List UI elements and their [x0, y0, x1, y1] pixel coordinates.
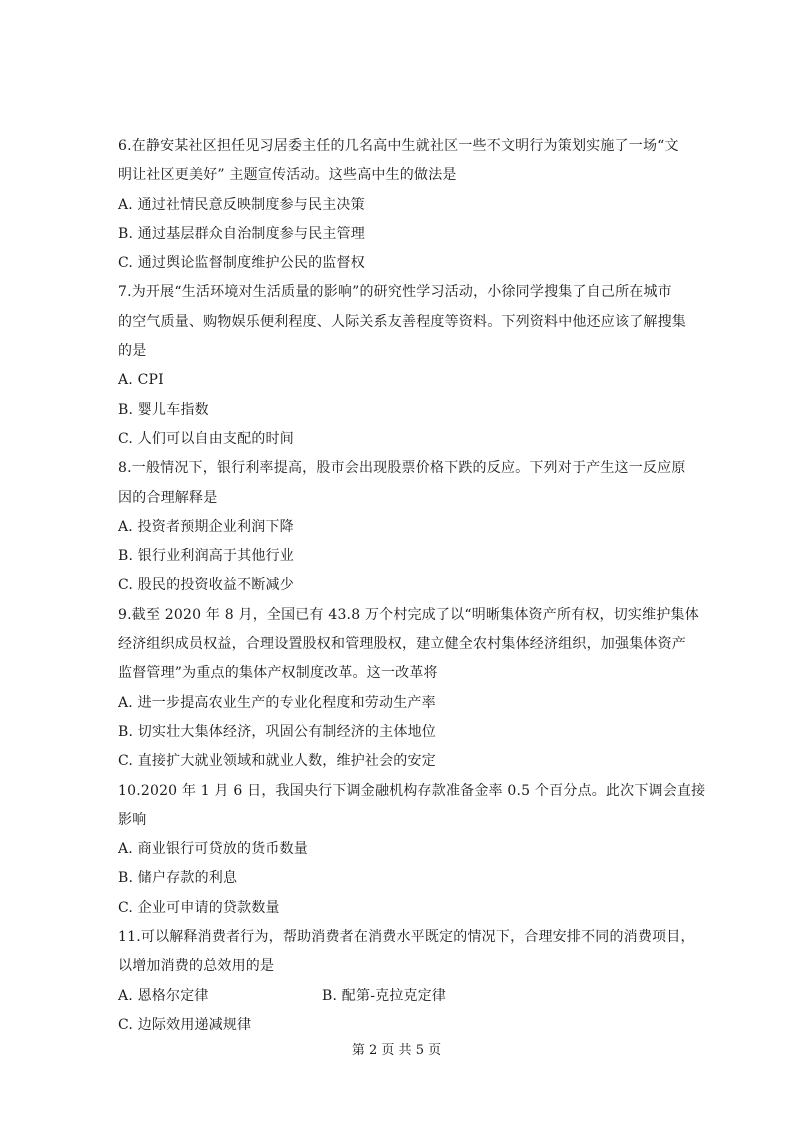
question-10 — [118, 777, 706, 923]
question-stem-line: 影响 — [118, 811, 147, 828]
answer-option: C. 企业可申请的贷款数量 — [118, 899, 280, 916]
answer-option: B. 切实壮大集体经济，巩固公有制经济的主体地位 — [118, 723, 436, 740]
question-stem-line: 7.为开展“生活环境对生活质量的影响”的研究性学习活动，小徐同学搜集了自己所在城市 — [118, 284, 672, 301]
exam-page — [118, 132, 706, 1040]
question-stem-line: 的是 — [118, 343, 147, 360]
question-stem-line: 8.一般情况下，银行利率提高，股市会出现股票价格下跌的反应。下列对于产生这一反应原 — [118, 460, 686, 477]
answer-option: A. 恩格尔定律 — [118, 987, 209, 1004]
answer-option: C. 股民的投资收益不断减少 — [118, 577, 294, 594]
question-stem-line: 6.在静安某社区担任见习居委主任的几名高中生就社区一些不文明行为策划实施了一场“文 — [118, 138, 679, 154]
question-9 — [118, 601, 699, 777]
question-stem-line: 以增加消费的总效用的是 — [118, 958, 275, 975]
answer-option: B. 通过基层群众自治制度参与民主管理 — [118, 225, 365, 242]
question-stem-line: 9.截至 2020 年 8 月，全国已有 43.8 万个村完成了以“明晰集体资产所有权，切实维护集体 — [118, 606, 699, 623]
answer-option: A. 通过社情民意反映制度参与民主决策 — [118, 196, 365, 213]
answer-option: C. 直接扩大就业领域和就业人数，维护社会的安定 — [118, 753, 436, 770]
answer-option-row — [118, 982, 678, 1011]
answer-option: A. 投资者预期企业利润下降 — [118, 518, 294, 535]
answer-option: A. 商业银行可贷放的货币数量 — [118, 841, 309, 858]
question-stem-line: 因的合理解释是 — [118, 489, 218, 506]
question-stem-line: 10.2020 年 1 月 6 日，我国央行下调金融机构存款准备金率 0.5 个百分点。此次下调会直接 — [118, 782, 706, 799]
answer-option: B. 配第-克拉克定律 — [322, 987, 447, 1004]
page-number-footer: 第 2 页 共 5 页 — [351, 1043, 442, 1058]
answer-option: A. CPI — [118, 372, 164, 389]
question-7 — [118, 278, 686, 454]
question-stem-line: 11.可以解释消费者行为，帮助消费者在消费水平既定的情况下，合理安排不同的消费项目， — [118, 929, 695, 946]
answer-option: B. 储户存款的利息 — [118, 870, 238, 887]
answer-option: B. 银行业利润高于其他行业 — [118, 548, 294, 565]
question-11 — [118, 923, 695, 1040]
answer-option: C. 通过舆论监督制度维护公民的监督权 — [118, 255, 365, 272]
question-stem-line: 经济组织成员权益，合理设置股权和管理股权，建立健全农村集体经济组织，加强集体资产 — [118, 636, 686, 653]
question-stem-line: 监督管理”为重点的集体产权制度改革。这一改革将 — [118, 665, 438, 682]
question-8 — [118, 454, 686, 600]
answer-option: B. 婴儿车指数 — [118, 401, 209, 418]
answer-option: A. 进一步提高农业生产的专业化程度和劳动生产率 — [118, 694, 436, 711]
question-stem-line: 明让社区更美好” 主题宣传活动。这些高中生的做法是 — [118, 167, 457, 184]
answer-option: C. 人们可以自由支配的时间 — [118, 430, 294, 447]
question-stem-line: 的空气质量、购物娱乐便利程度、人际关系友善程度等资料。下列资料中他还应该了解搜集 — [118, 313, 686, 330]
answer-option: C. 边际效用递减规律 — [118, 1016, 252, 1033]
question-6 — [118, 132, 678, 278]
